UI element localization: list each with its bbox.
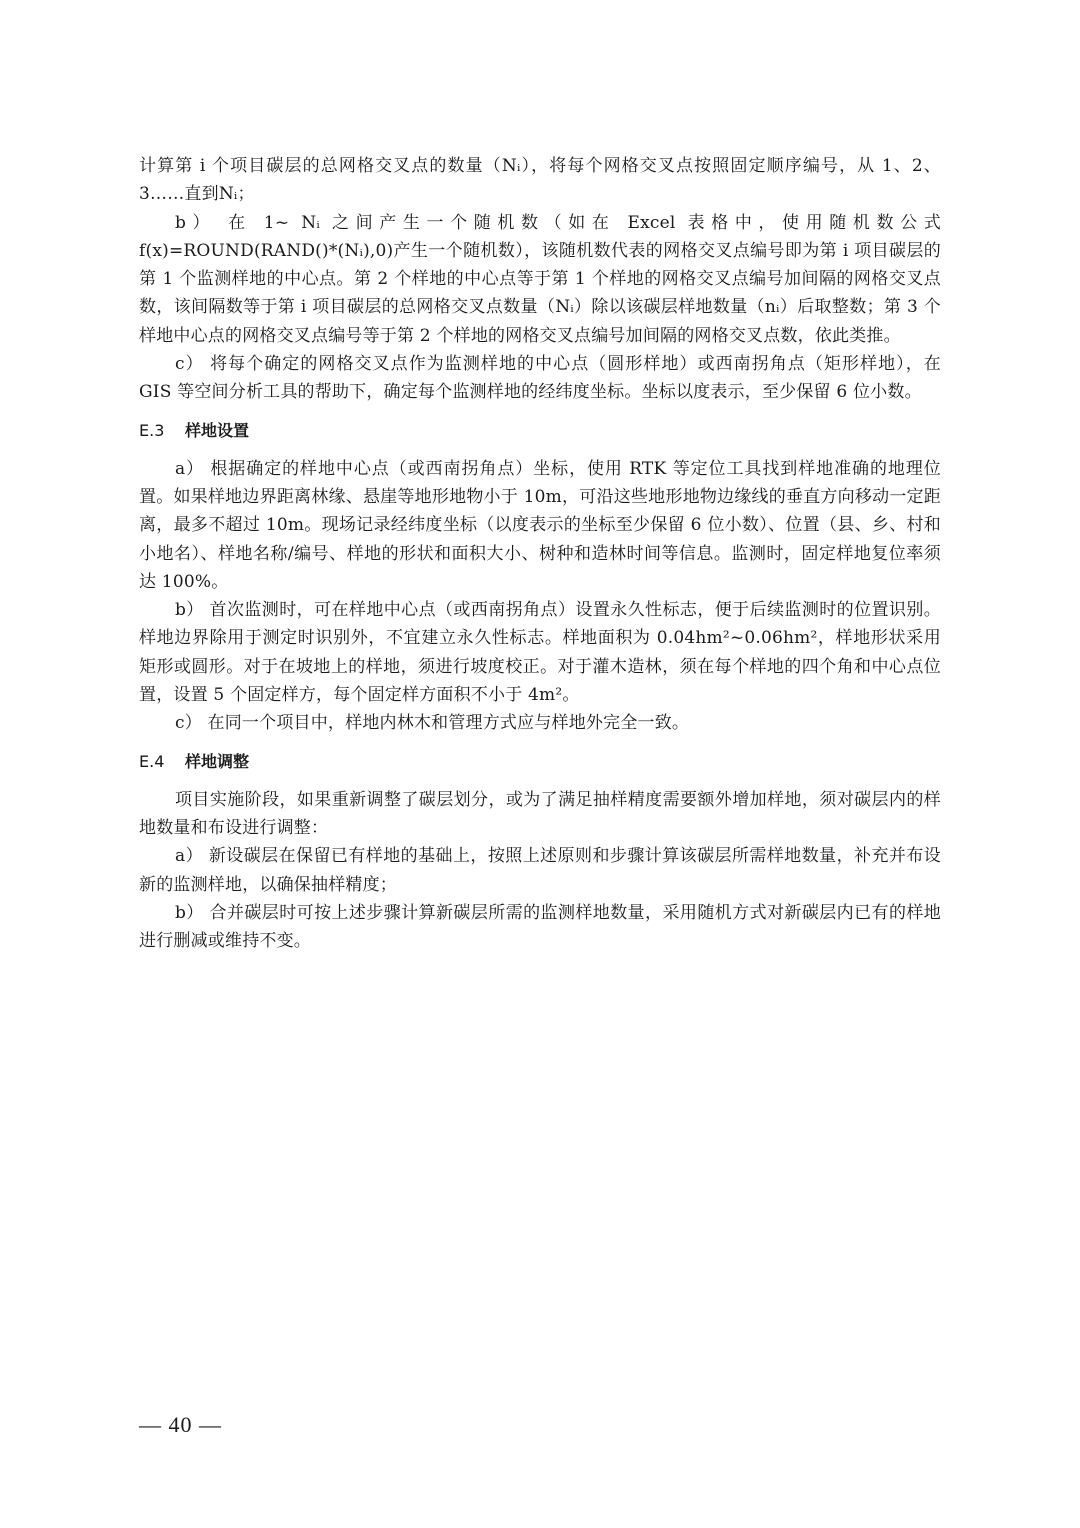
- section-heading-e4: [139, 748, 941, 776]
- paragraph-e2-c: c） 将每个确定的网格交叉点作为监测样地的中心点（圆形样地）或西南拐角点（矩形样地），在 GIS 等空间分析工具的帮助下，确定每个监测样地的经纬度坐标。坐标以度表示，至少保留 6 位小数。: [139, 354, 941, 403]
- section-title: 样地设置: [185, 420, 250, 440]
- paragraph-e4-b: b） 合并碳层时可按上述步骤计算新碳层所需的监测样地数量，采用随机方式对新碳层内已有的样地进行删减或维持不变。: [139, 902, 941, 952]
- document-body: [139, 152, 941, 955]
- paragraph-e4-intro: 项目实施阶段，如果重新调整了碳层划分，或为了满足抽样精度需要额外增加样地，须对碳层内的样地数量和布设进行调整：: [139, 789, 941, 838]
- page-number: — 40 —: [139, 1412, 222, 1437]
- section-number: E.3: [139, 420, 165, 440]
- paragraph-e2-b: b） 在 1~ Nᵢ 之间产生一个随机数（如在 Excel 表格中，使用随机数公式 f(x)=ROUND(RAND()*(Nᵢ),0)产生一个随机数），该随机数代表的网格交叉点编号即为第 i 项目碳层的第 1 个监测样地的中心点。第 2 个样地的中心点等于第 1 个样地的网格交叉点编号加间隔的网格交叉点数，该间隔数等于第 i 项目碳层的总网格交叉点数量（Nᵢ）除以该碳层样地数量（nᵢ）后取整数；第 3 个样地中心点的网格交叉点编号等于第 2 个样地的网格交叉点编号加间隔的网格交叉点数，依此类推。: [139, 212, 941, 346]
- paragraph-e4-a: a） 新设碳层在保留已有样地的基础上，按照上述原则和步骤计算该碳层所需样地数量，补充并布设新的监测样地，以确保抽样精度；: [139, 846, 941, 895]
- paragraph-e3-c: c） 在同一个项目中，样地内林木和管理方式应与样地外完全一致。: [175, 713, 690, 734]
- section-title: 样地调整: [185, 751, 250, 771]
- paragraph-e3-b: b） 首次监测时，可在样地中心点（或西南拐角点）设置永久性标志，便于后续监测时的位置识别。样地边界除用于测定时识别外，不宜建立永久性标志。样地面积为 0.04hm²~0.06hm²，样地形状采用矩形或圆形。对于在坡地上的样地，须进行坡度校正。对于灌木造林，须在每个样地的四个角和中心点位置，设置 5 个固定样方，每个固定样方面积不小于 4m²。: [139, 600, 941, 706]
- paragraph-grid-numbering: 计算第 i 个项目碳层的总网格交叉点的数量（Nᵢ），将每个网格交叉点按照固定顺序编号，从 1、2、3……直到Nᵢ；: [139, 156, 941, 205]
- section-heading-e3: [139, 417, 941, 445]
- section-number: E.4: [139, 751, 165, 771]
- paragraph-e3-a: a） 根据确定的样地中心点（或西南拐角点）坐标，使用 RTK 等定位工具找到样地准确的地理位置。如果样地边界距离林缘、悬崖等地形地物小于 10m，可沿这些地形地物边缘线的垂直方向移动一定距离，最多不超过 10m。现场记录经纬度坐标（以度表示的坐标至少保留 6 位小数）、位置（县、乡、村和小地名）、样地名称/编号、样地的形状和面积大小、树种和造林时间等信息。监测时，固定样地复位率须达 100%。: [139, 458, 941, 592]
